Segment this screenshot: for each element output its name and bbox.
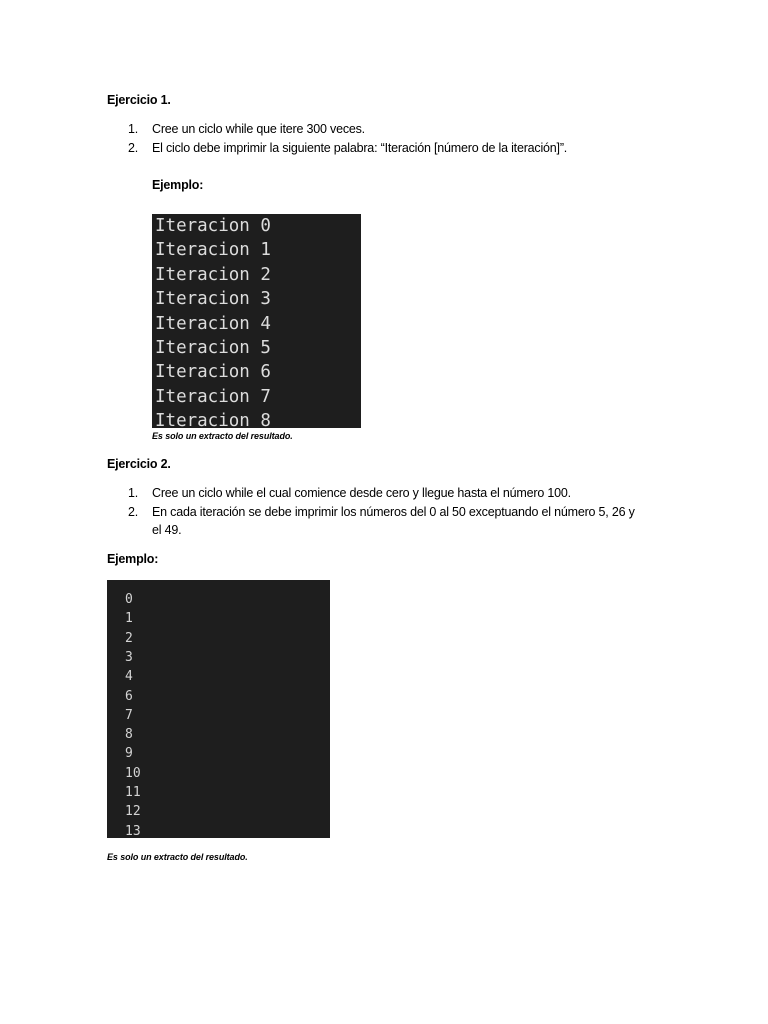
list-number: 2. xyxy=(128,141,139,155)
console-line: Iteracion 3 xyxy=(155,289,271,309)
console-line: 8 xyxy=(125,727,133,742)
console-line: 6 xyxy=(125,689,133,704)
console-line: 2 xyxy=(125,631,133,646)
list-text: En cada iteración se debe imprimir los números del 0 al 50 exceptuando el número 5, 26 y xyxy=(152,505,635,519)
console-line: Iteracion 2 xyxy=(155,265,271,285)
console-line: 11 xyxy=(125,785,141,800)
console-line: 3 xyxy=(125,650,133,665)
console-line: Iteracion 8 xyxy=(155,411,271,428)
list-number: 1. xyxy=(128,486,139,500)
console-line: 7 xyxy=(125,708,133,723)
console-line: 13 xyxy=(125,824,141,838)
console-line: 0 xyxy=(125,592,133,607)
list-number: 1. xyxy=(128,122,139,136)
console-line: Iteracion 6 xyxy=(155,362,271,382)
exercise-2-item-2 xyxy=(107,505,667,521)
exercise-1-item-2 xyxy=(107,141,667,157)
console-line: 12 xyxy=(125,804,141,819)
console-line: 10 xyxy=(125,766,141,781)
exercise-2-item-2-continuation: el 49. xyxy=(152,523,182,537)
exercise-1-item-1 xyxy=(107,122,667,138)
exercise-2-title: Ejercicio 2. xyxy=(107,457,171,471)
console-line: Iteracion 1 xyxy=(155,240,271,260)
list-text: El ciclo debe imprimir la siguiente palabra: “Iteración [número de la iteración]”. xyxy=(152,141,568,155)
exercise-2-example-label: Ejemplo: xyxy=(107,552,159,566)
exercise-1-example-label: Ejemplo: xyxy=(152,178,204,192)
exercise-2-item-1 xyxy=(107,486,667,502)
exercise-2-caption: Es solo un extracto del resultado. xyxy=(107,852,248,862)
list-text: Cree un ciclo while el cual comience desde cero y llegue hasta el número 100. xyxy=(152,486,571,500)
exercise-1-caption: Es solo un extracto del resultado. xyxy=(152,431,293,441)
console-line: 9 xyxy=(125,746,133,761)
list-number: 2. xyxy=(128,505,139,519)
console-line: Iteracion 7 xyxy=(155,387,271,407)
console-line: Iteracion 5 xyxy=(155,338,271,358)
console-line: Iteracion 0 xyxy=(155,216,271,236)
list-text: Cree un ciclo while que itere 300 veces. xyxy=(152,122,365,136)
exercise-2-console-output xyxy=(107,580,330,838)
exercise-1-title: Ejercicio 1. xyxy=(107,93,171,107)
console-line: 1 xyxy=(125,611,133,626)
console-line: Iteracion 4 xyxy=(155,314,271,334)
console-line: 4 xyxy=(125,669,133,684)
exercise-1-console-output xyxy=(152,214,361,428)
